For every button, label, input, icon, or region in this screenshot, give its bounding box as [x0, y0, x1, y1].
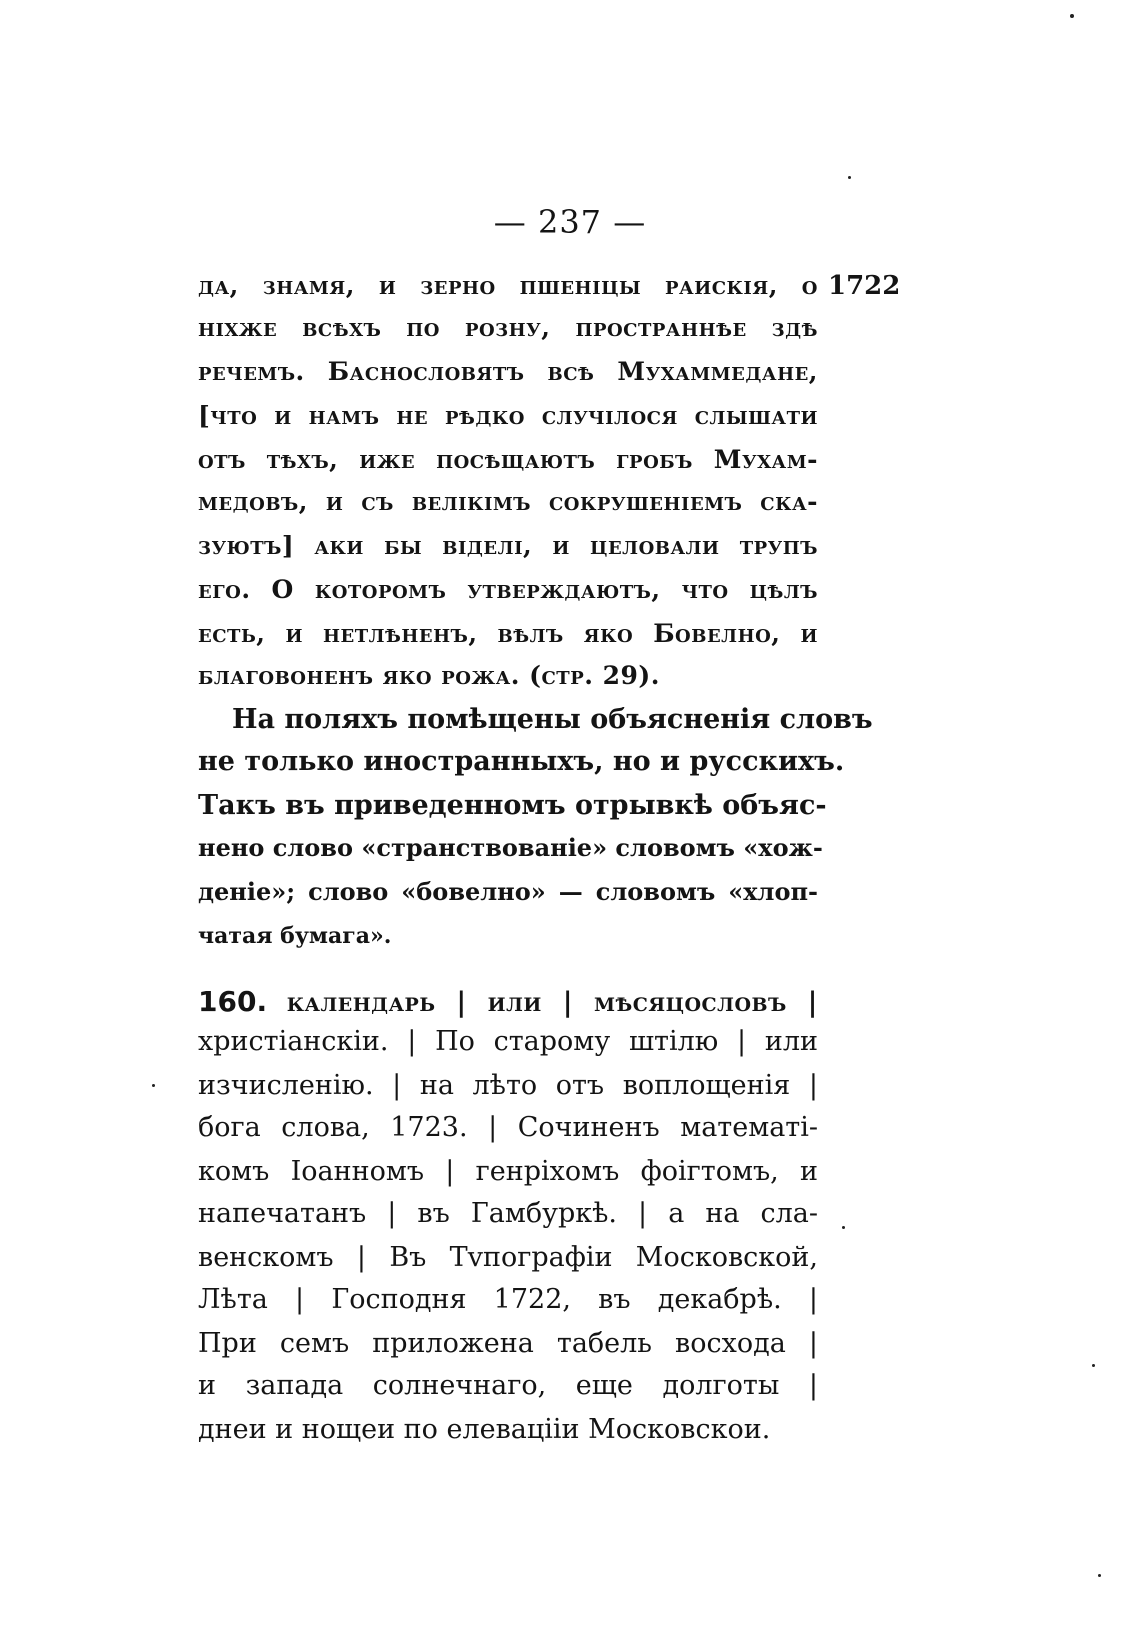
scan-speck: [1098, 1574, 1101, 1577]
text-line: чатая бумага».: [198, 923, 392, 949]
text-line: есть, и нетлѣненъ, вѣлъ яко Бовелно, и: [198, 619, 818, 648]
entry-first-line: [198, 980, 818, 1024]
text-line: деніе»; слово «бовелно» — словомъ «хлоп-: [198, 877, 818, 906]
text-line: христіанскіи. | По старому штілю | или: [198, 1026, 818, 1057]
entry-title-text: календарь | или | мѣсяцословъ |: [286, 987, 818, 1018]
text-line: На поляхъ помѣщены объясненія словъ: [232, 704, 873, 735]
scan-speck: [152, 1084, 155, 1087]
text-line: При семъ приложена табель восхода |: [198, 1328, 818, 1359]
text-line: комъ Іоанномъ | генріхомъ фоігтомъ, и: [198, 1156, 818, 1187]
text-line: благовоненъ яко рожа. (стр. 29).: [198, 661, 660, 690]
text-line: ніхже всѣхъ по розну, пространнѣе здѣ: [198, 313, 818, 342]
text-line: зуютъ] аки бы віделі, и целовали трупъ: [198, 531, 818, 560]
text-line: речемъ. Баснословятъ всѣ Мухаммедане,: [198, 357, 818, 386]
text-line: да, знамя, и зерно пшеніцы раискія, о: [198, 271, 818, 300]
text-line: напечатанъ | въ Гамбуркѣ. | а на сла-: [198, 1198, 818, 1229]
text-line: и запада солнечнаго, еще долготы |: [198, 1370, 818, 1401]
text-line: нено слово «странствованіе» словомъ «хож-: [198, 833, 823, 862]
entry-number: 160.: [198, 985, 268, 1018]
text-line: его. О которомъ утверждаютъ, что цѣлъ: [198, 575, 818, 604]
scan-speck: [842, 1226, 845, 1229]
text-line: не только иностранныхъ, но и русскихъ.: [198, 746, 845, 777]
text-line: днеи и нощеи по елевацііи Московскои.: [198, 1414, 771, 1445]
text-line: Лѣта | Господня 1722, въ декабрѣ. |: [198, 1284, 818, 1315]
scan-speck: [1070, 14, 1074, 18]
text-line: бога слова, 1723. | Сочиненъ математі-: [198, 1112, 818, 1143]
text-line: отъ тѣхъ, иже посѣщаютъ гробъ Мухам-: [198, 445, 818, 474]
text-line: изчисленію. | на лѣто отъ воплощенія |: [198, 1070, 818, 1101]
text-line: венскомъ | Въ Тvпографіи Московской,: [198, 1242, 818, 1273]
text-line: [что и намъ не рѣдко случілося слышати: [198, 401, 818, 430]
text-line: Такъ въ приведенномъ отрывкѣ объяс-: [198, 790, 827, 821]
scan-speck: [1092, 1364, 1095, 1367]
scan-speck: [848, 176, 851, 179]
page-number: — 237 —: [493, 203, 647, 241]
text-line: медовъ, и съ велікімъ сокрушеніемъ ска-: [198, 487, 818, 516]
margin-year-note: 1722: [828, 271, 901, 301]
